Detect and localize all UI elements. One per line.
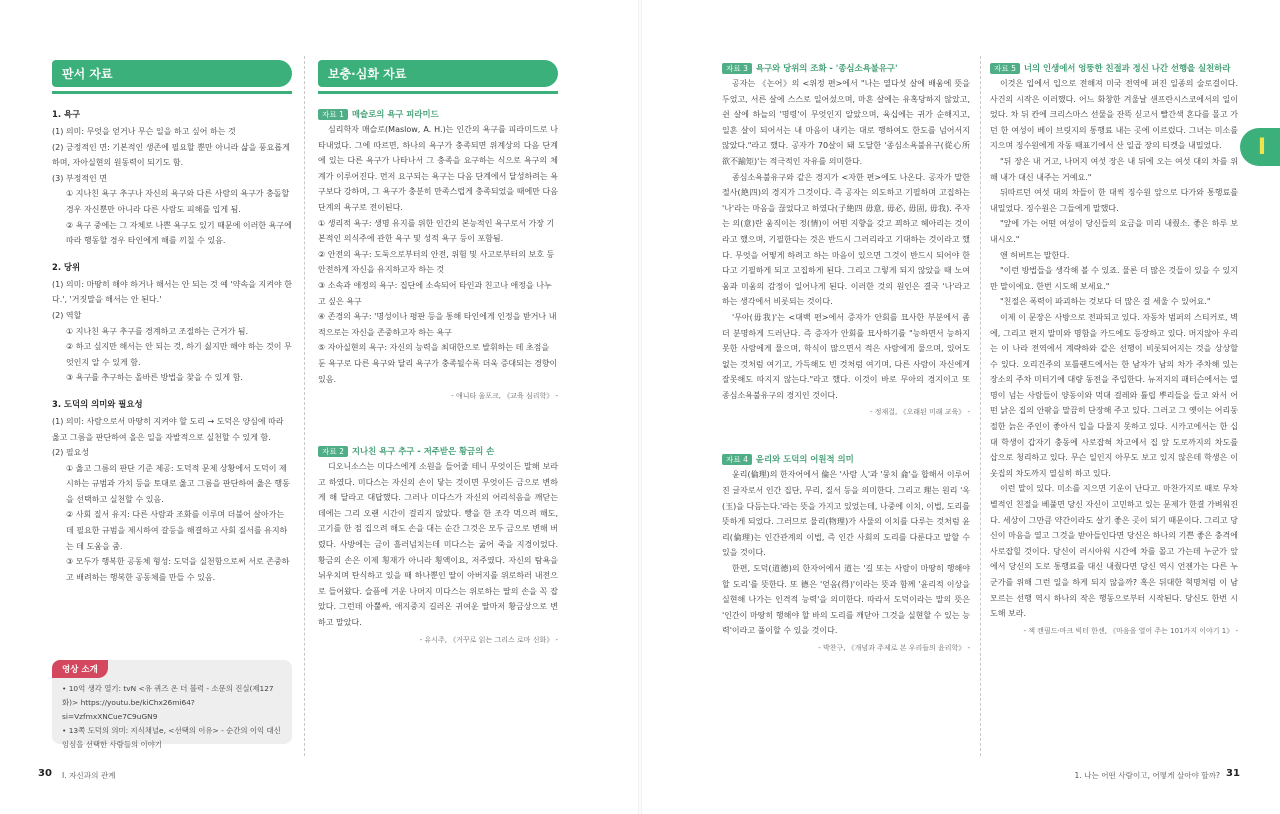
section-line: ① 지나친 욕구 추구나 자신의 욕구와 다른 사람의 욕구가 충돌할 경우 자신뿐만 아니라 다른 사람도 피해를 입게 됨. bbox=[66, 189, 290, 214]
material-paragraph: "앞에 가는 어떤 여성이 당신들의 요금을 미리 내줬소. 좋은 하루 보내시오." bbox=[990, 219, 1238, 244]
section-line: ③ 욕구를 추구하는 올바른 방법을 찾을 수 있게 함. bbox=[66, 373, 243, 383]
material-title: 윤리와 도덕의 어원적 의미 bbox=[755, 454, 854, 465]
section-line: ① 옳고 그름의 판단 기준 제공: 도덕적 문제 상황에서 도덕이 제시하는 규범과 가치 등을 토대로 옳고 그름을 판단하여 옳은 행동을 선택하고 실천할 수 있음. bbox=[66, 463, 290, 504]
material-list-item: ⑤ 자아실현의 욕구: 자신의 능력을 최대한으로 발휘하는 데 초점을 둔 욕구로 다른 욕구와 달리 욕구가 충족될수록 더욱 증대되는 경향이 있음. bbox=[318, 343, 558, 384]
material-blocks-3 bbox=[722, 62, 970, 653]
material-paragraph: 공자는 《논어》의 <위정 편>에서 "나는 열다섯 살에 배움에 뜻을 두었고, 서른 살에 스스로 일어섰으며, 마흔 살에는 유혹당하지 않았고, 쉰 살에 하늘의 '명령'이 무엇인지 알았으며, 육십에는 귀가 순해지고, 일흔 살이 되어서는 내 마음이 내키는 대로 행하여도 한도를 넘어서지 않았다."라고 했다. 공자가 70살이 돼 도달한 '종심소욕불유구(從心所欲不踰矩)'는 적극적인 자유를 의미한다. bbox=[722, 79, 970, 166]
book-spine bbox=[638, 0, 642, 814]
material-paragraph: "이런 방법들을 생각해 볼 수 있죠. 물론 더 많은 것들이 있을 수 있지만 말이에요. 한번 시도해 보세요." bbox=[990, 266, 1238, 291]
section-line: (2) 필요성 bbox=[52, 448, 90, 458]
material-block bbox=[722, 62, 970, 417]
material-title-line bbox=[722, 453, 970, 465]
material-block bbox=[722, 453, 970, 653]
material-source: - 박찬구, 《개념과 주제로 본 우리들의 윤리학》 - bbox=[818, 644, 970, 652]
section-line: (1) 의미: 무엇을 얻거나 무슨 일을 하고 싶어 하는 것 bbox=[52, 127, 236, 136]
material-list-item: ④ 존경의 욕구: '명성이나 평판 등을 통해 타인에게 인정을 받거나 내적으로는 자신을 존중하고자 하는 욕구 bbox=[318, 312, 557, 337]
material-list-item: ① 생리적 욕구: 생명 유지를 위한 인간의 본능적인 욕구로서 가장 기본적인 의식주에 관한 욕구 및 성적 욕구 등이 포함됨. bbox=[318, 218, 555, 244]
material-paragraph: 뒤따르던 여섯 대의 차들이 한 대씩 징수원 앞으로 다가와 통행료를 내밀었다. 징수원은 그들에게 말했다. bbox=[990, 188, 1238, 213]
material-paragraph: "뒤 장은 내 거고, 나머지 여섯 장은 내 뒤에 오는 여섯 대의 차를 위해 내가 대신 내주는 거예요." bbox=[990, 156, 1238, 182]
material-title: 욕구와 당위의 조화 - '종심소욕불유구' bbox=[755, 63, 898, 73]
supplementary-blocks bbox=[318, 108, 558, 645]
material-paragraph: 이것은 입에서 입으로 전해져 미국 전역에 퍼진 일종의 술로걸이다. 사건의 시작은 이러했다. 어느 화창한 겨울날 샌프란시스코에서의 일이었다. 차 뒤 칸에 크리스마스 선물을 잔뜩 싣고서 빨간색 혼다를 몰고 가던 한 여성이 베이 브릿지의 통행료 내는 곳에 이르렀다. 그녀는 미소를 지으며 징수원에게 자동 때표기에서 산 일곱 장의 티켓을 내밀었다. bbox=[990, 79, 1238, 151]
material-tag: 자료 2 bbox=[318, 446, 348, 457]
material-title: 지나친 욕구 추구 - 저주받은 황금의 손 bbox=[351, 446, 495, 457]
section-line: (1) 의미: 마땅히 해야 하거나 해서는 안 되는 것 예 '약속을 지켜야 한다.', '거짓말을 해서는 안 된다.' bbox=[52, 279, 292, 305]
material-block bbox=[318, 108, 558, 401]
section-line: (2) 역할 bbox=[52, 310, 82, 320]
chapter-tab[interactable]: I bbox=[1240, 128, 1280, 166]
material-source: - 잭 캔필드·마크 빅터 한센, 《마음을 열어 주는 101가지 이야기 1》 - bbox=[1023, 626, 1238, 635]
material-title-line bbox=[318, 445, 558, 457]
section-line: (3) 부정적인 면 bbox=[52, 173, 108, 183]
video-item: • 13쪽 도덕의 의미: 지식채널e, <선택의 이유> - 순간의 이익 대신 임심을 선택한 사람들의 이야기 bbox=[62, 726, 281, 749]
page-number-left: 30 bbox=[38, 768, 52, 779]
material-blocks-4 bbox=[990, 62, 1238, 636]
material-title-line bbox=[722, 62, 970, 74]
material-source: - 유시주, 《거꾸로 읽는 그리스 로마 신화》 - bbox=[419, 635, 558, 644]
material-title: 너의 인생에서 엉뚱한 친절과 정신 나간 선행을 실천하라 bbox=[1023, 63, 1231, 73]
board-notes-header: 판서 자료 bbox=[52, 60, 292, 87]
column-divider bbox=[304, 56, 305, 756]
material-paragraph: 이런 말이 있다. 미소를 지으면 기운이 난다고. 마찬가지로 때로 무차별적인 친절을 베풀면 당신 자신이 고민하고 있는 문제가 한결 가벼워진다. 세상이 그만큼 약간이라도 살기 좋은 곳이 되기 때문이다. 그리고 당신이 마음을 열고 그것을 받아들인다면 당신은 하나의 기쁜 좋은 충격에 사로잡힐 것이다. 당신이 러시아워 시간에 차를 몰고 가는데 누군가 앞에서 당신의 도로 통행료를 대신 내줬다면 당신 역시 언젠가는 다른 누군가를 위해 그런 일을 하게 되지 않을까? 혹은 뒤대한 혁명처럼 이 남모르는 선행 역시 하나의 작은 행동으로부터 시작된다. 당신도 한번 시도해 보라. bbox=[990, 484, 1238, 619]
section-line: (2) 긍정적인 면: 기본적인 생존에 필요할 뿐만 아니라 삶을 풍요롭게 하며, 자아실현의 원동력이 되기도 함. bbox=[52, 142, 290, 168]
material-title-line bbox=[318, 108, 558, 120]
section-title: 2. 당위 bbox=[52, 261, 81, 272]
material-paragraph: 심리학자 매슬로(Maslow, A. H.)는 인간의 욕구를 피라미드로 나타내었다. 그에 따르면, 하나의 욕구가 충족되면 위계상의 다음 단계에 있는 다른 욕구가 나타나서 그 충족을 요구하는 식으로 욕구의 체계가 이루어진다. 먼저 요구되는 욕구는 다음 단계에서 달성하려는 욕구보다 강하며, 그 욕구가 충분히 만족스럽게 충족되었을 때에만 다음 단계의 욕구로 전이된다. bbox=[318, 125, 558, 212]
material-source: - 정재걸, 《오래된 미래 교육》 - bbox=[869, 408, 970, 417]
material-block bbox=[990, 62, 1238, 636]
section-line: ① 지나친 욕구 추구를 경계하고 조절하는 근거가 됨. bbox=[66, 326, 249, 336]
section-title: 1. 욕구 bbox=[52, 109, 81, 119]
material-column-4 bbox=[990, 58, 1238, 636]
section-line: ② 하고 싶지만 해서는 안 되는 것, 하기 싫지만 해야 하는 것이 무엇인지 알 수 있게 함. bbox=[66, 342, 292, 367]
material-tag: 자료 4 bbox=[722, 454, 752, 465]
page-number-right: 31 bbox=[1226, 768, 1240, 779]
video-item: • 10억 생각 열기: tvN <유 퀴즈 온 더 블럭 - 소문의 진실(제127화)> https://youtu.be/kiChx26mi64?si=VzfmxXNCue7C9uGN9 bbox=[62, 684, 274, 721]
section-title: 3. 도덕의 의미와 필요성 bbox=[52, 398, 143, 409]
header-underline bbox=[318, 91, 558, 94]
board-notes-column bbox=[52, 58, 292, 585]
material-paragraph: 디오니소스는 미다스에게 소원을 들어줄 테니 무엇이든 말해 보라고 하였다. 미다스는 자신의 손이 닿는 것이면 무엇이든 금으로 변하게 해 달라고 대답했다. 그러나 미다스가 자신의 어리석음을 깨닫는 데에는 그리 오랜 시간이 걸리지 않았다. 빵을 한 조각 먹으려 해도, 고기를 한 점 집으려 해도 손을 대는 순간 그것은 모두 금으로 변해 버렸다. 사방에는 금이 흘러넘치는데 미다스는 굶어 죽을 지경이었다. 황금의 손은 이제 횡재가 아니라 횡액이요, 저주였다. 자신의 탐욕을 뉘우치며 탄식하고 있을 때 하나뿐인 딸이 아버지를 위로하러 내전으로 들어왔다. 슬픔에 겨운 나머지 미다스는 위로하는 딸의 손을 꼭 잡았다. 그런데 아뿔싸, 애지중지 길러온 귀여운 딸마저 황금상으로 변하고 말았다. bbox=[318, 462, 558, 628]
section-line: ② 욕구 중에는 그 자체로 나쁜 욕구도 있기 때문에 이러한 욕구에 따라 행동할 경우 타인에게 해를 끼칠 수 있음. bbox=[66, 220, 292, 246]
supplementary-header: 보충·심화 자료 bbox=[318, 60, 558, 87]
material-column-3 bbox=[722, 58, 970, 653]
material-paragraph: "친절은 폭력이 파괴하는 것보다 더 많은 걸 세울 수 있어요." bbox=[1000, 297, 1211, 307]
material-source: - 애니타 울포크, 《교육 심리학》 - bbox=[451, 392, 558, 401]
material-tag: 자료 5 bbox=[990, 63, 1020, 74]
footer-chapter-right: 1. 나는 어떤 사람이고, 어떻게 살아야 할까? bbox=[1074, 771, 1220, 780]
material-paragraph: 이제 이 문장은 사방으로 전파되고 있다. 자동차 범퍼의 스티커로, 벽에, 그리고 편지 말미와 명함을 카드에도 등장하고 있다. 머지않아 우리는 이 나라 전역에서 계략하와 같은 선행이 비롯되어지는 것을 상상할 수 있다. 오리건주의 포틀랜드에서는 한 남자가 남의 차가 주차해 있는 장소의 주차 미터기에 대량 동전을 주입한다. 뉴저지의 패터슨에서는 열 명이 넘는 사람들이 양동이와 먹대 걸레와 튤립 뿌리들을 들고 와서 어떤 낡은 집의 안팎을 말끔히 단장해 주고 있다. 그러고 그 옛이는 어리둥절한 늙은 주인이 좋아서 입을 다물지 못하고 있다. 시카고에서는 한 십 대 학생이 갑자기 충동에 사로잡혀 차고에서 집 앞 도로까지의 차도를 삽으로 청리하고 있다. 무슨 일인지 아무도 보고 있지 않은데 학생은 이웃집의 차도까지 열심히 하고 있다. bbox=[990, 312, 1238, 478]
material-paragraph: 한편, 도덕(道德)의 한자어에서 道는 '길 또는 사람이 마땅히 행해야 할 도리'를 뜻한다. 또 德은 '얻음(得)'이라는 뜻과 함께 '윤리적 이상을 실현해 나가는 인격적 능력'을 의미한다. 따라서 도덕이라는 말의 뜻은 '인간이 마땅히 행해야 할 바의 도리를 깨닫아 그것을 실현할 수 있는 능력'이라고 풀이할 수 있을 것이다. bbox=[722, 564, 970, 636]
material-paragraph: '무아(毋我)'는 <대백 편>에서 증자가 안회를 묘사한 부분에서 좀 더 분명하게 드러난다. 즉 증자가 안회를 묘사하기를 "능하면서 능하지 못한 사람에게 물으며, 학식이 많으면서 적은 사람에게 물으며, 있어도 없는 것처럼 여기고, 가득해도 빈 것처럼 여기며, 다른 사람이 자신에게 잘못해도 따지지 않는다."라고 했다. 이것이 바로 무아의 경지이고 또 종심소욕불유구의 경지인 것이다. bbox=[722, 312, 970, 400]
material-tag: 자료 1 bbox=[318, 109, 348, 120]
material-paragraph: 윤리(倫理)의 한자어에서 倫은 '사람 人'과 '뭉치 侖'을 합해서 이루어진 글자로서 인간 집단, 무리, 질서 등을 의미한다. 그리고 理는 원리 '옥(玉)을 다듬는다.'라는 뜻을 가지고 있었는데, 나중에 이치, 이법, 도리를 뜻하게 되었다. 그러므로 물리(物理)가 사물의 이치를 다루는 것처럼 윤리(倫理)는 인간관계의 이법, 즉 인간 사회의 도리를 다룬다고 말할 수 있을 것이다. bbox=[722, 470, 970, 558]
material-tag: 자료 3 bbox=[722, 63, 752, 74]
material-list-item: ② 안전의 욕구: 도둑으로부터의 안전, 위험 및 사고로부터의 보호 등 안전하게 자신을 유지하고자 하는 것 bbox=[318, 249, 555, 275]
video-intro-title: 영상 소개 bbox=[52, 660, 108, 678]
material-block bbox=[318, 445, 558, 645]
material-title-line bbox=[990, 62, 1238, 74]
material-title: 매슬로의 욕구 피라미드 bbox=[351, 109, 439, 119]
video-intro-box bbox=[52, 660, 292, 749]
section-line: ③ 모두가 행복한 공동체 형성: 도덕을 실천함으로써 서로 존중하고 배려하는 행복한 공동체를 만들 수 있음. bbox=[66, 557, 290, 582]
column-divider bbox=[980, 56, 981, 756]
header-underline bbox=[52, 91, 292, 94]
supplementary-column bbox=[318, 58, 558, 645]
footer-chapter-left: I. 자신과의 관계 bbox=[62, 771, 116, 780]
material-list-item: ③ 소속과 애정의 욕구: 집단에 소속되어 타인과 친고나 애정을 나누고 싶은 욕구 bbox=[318, 280, 552, 306]
material-paragraph: 앤 허버트는 말한다. bbox=[1000, 250, 1070, 260]
section-line: ② 사회 질서 유지: 다른 사람과 조화를 이루며 더불어 살아가는 데 필요한 규범을 제시하여 갈등을 해결하고 사회 질서를 유지하는 데 도움을 줌. bbox=[66, 510, 288, 551]
section-line: (1) 의미: 사람으로서 마땅히 지켜야 할 도리 → 도덕은 양심에 따라 옳고 그름을 판단하여 올은 일을 자발적으로 실천할 수 있게 함. bbox=[52, 416, 284, 442]
board-notes-sections bbox=[52, 108, 292, 585]
material-paragraph: 종심소욕불유구와 같은 경지가 <자한 편>에도 나온다. 공자가 말한 절사(絶四)의 경지가 그것이다. 즉 공자는 의도하고 기필하며 고집하는 '나'라는 마음을 끊었다고 하였다(子絶四 毋意, 毋必, 毋固, 毋我). 주자는 의(意)란 움직이는 정(情)이 어떤 지향을 갖고 꾀하고 헤아리는 것이라고 했으며, 기필한다는 것은 반드시 그러리라고 기대하는 것이라고 했다. 무엇을 어떻게 하려고 하는 마음이 있으면 그것이 반드시 되어야 한다고 기필하게 되고 고집하게 된다. 그리고 그렇게 되지 않았을 때 노여움과 미움의 감정이 일어나게 된다. 이러한 것의 원인은 결국 '나'라고 하는 생각에서 비롯되는 것이다. bbox=[722, 172, 970, 307]
video-intro-items bbox=[62, 682, 282, 752]
